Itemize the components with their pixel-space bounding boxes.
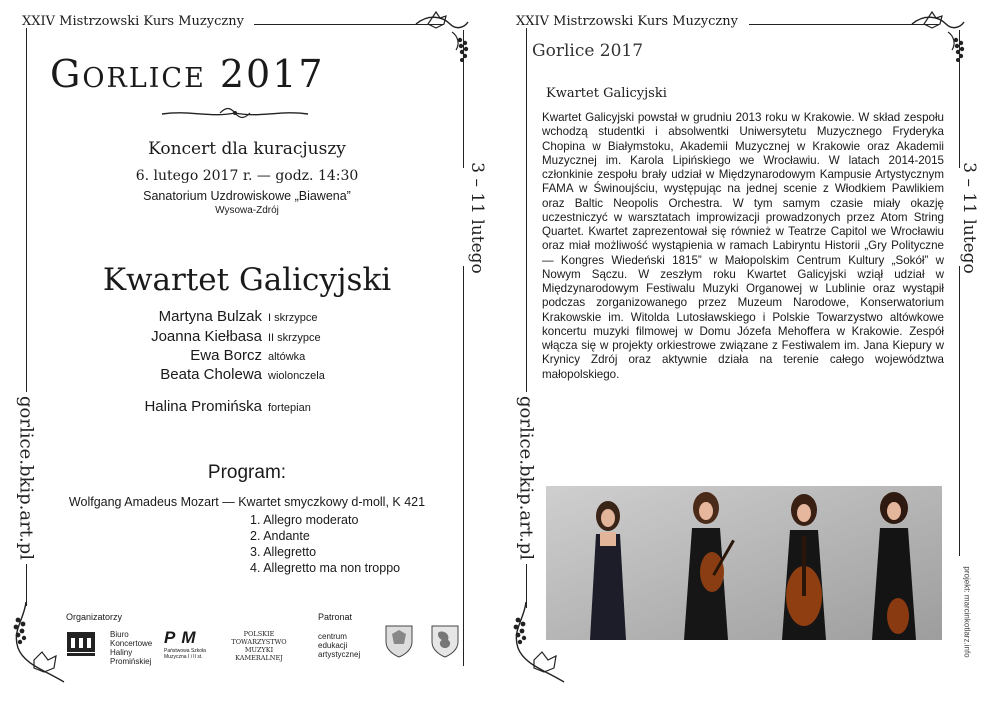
biography-text: Kwartet Galicyjski powstał w grudniu 2013 roku w Krakowie. W skład zespołu wchodzą studentki i absolwentki Uniwersytetu Muzycznego Fryderyka Chopina w Białymstoku, Akademii Muzycznej w Krakowie oraz Akademii Muzycznej im. Karola Lipińskiego we Wrocławiu. W latach 2014-2015 członkinie zespołu brały udział w Międzynarodowym Kampusie Artystycznym FAMA w Świnoujściu, występując na jednej scenie z Włodkiem Pawlikiem oraz Baltic Neopolis Orchestra. W tym samym czasie miały okazję uczestniczyć w warsztatach improwizacji prowadzonych przez Atom String Quartet. Kwartet zaprezentował się również w Teatrze Capitol we Wrocławiu oraz miał możliwość wystąpienia w ramach Labiryntu Historii „Gry Polityczne — Kongres Wiedeński 1815” w Małopolskim Centrum Kultury „Sokół” w Nowym Sączu. W zeszłym roku Kwartet Galicyjski wziął udział w Międzynarodowym Festiwalu Muzyki Organowej w Lublinie oraz wystąpił podczas zorganizowanego przez Muzeum Narodowe, Konserwatorium Krakowskie im. Witolda Lutosławskiego i Polskie Towarzystwo altówkowe koncertu muzyki filmowej w Domu Józefa Mehoffera w Krakowie. Zespół włącza się w projekty orkiestrowe związane z Festiwalem im. Jana Kiepury w Krynicy Zdrój oraz aktywnie działa na terenie całego województwa małopolskiego. [542, 111, 944, 381]
musician-role: I skrzypce [268, 312, 318, 324]
psm-logo-mark: P M [164, 628, 197, 647]
side-dates: 3 – 11 lutego [959, 162, 979, 274]
side-url: gorlice.bkip.art.pl [516, 392, 537, 564]
frame-right-line-lower [959, 266, 960, 556]
movement-item: 2. Andante [250, 529, 310, 543]
side-url: gorlice.bkip.art.pl [16, 392, 37, 564]
bkip-logo-line: Biuro [110, 630, 129, 639]
page-title: Gorlice 2017 [50, 52, 325, 96]
ptmk-logo-line: TOWARZYSTWO [231, 638, 287, 646]
bkip-logo-line: Promińskiej [110, 657, 152, 666]
bkip-logo-line: Koncertowe [110, 639, 153, 648]
organizers-label: Organizatorzy [66, 612, 123, 622]
patronage-label: Patronat [318, 612, 353, 622]
ensemble-biography [542, 111, 944, 382]
musician-row [110, 366, 325, 383]
musician-name: Martyna Bulzak [158, 308, 262, 325]
program-heading: Program: [207, 462, 287, 483]
cea-logo-line: artystycznej [318, 650, 361, 659]
concert-venue: Sanatorium Uzdrowiskowe „Biawena” [143, 189, 351, 203]
grape-vine-ornament-top-right [908, 10, 968, 80]
city-coat-of-arms-icon [430, 624, 460, 658]
ptmk-logo-line: MUZYKI [244, 646, 274, 654]
psm-logo-caption: Państwowa Szkoła Muzyczna I i II st. [164, 648, 206, 660]
frame-right-line-lower [463, 266, 464, 666]
grape-vine-ornament-top-right [412, 10, 472, 80]
bkip-logo [110, 630, 152, 666]
course-header: XXIV Mistrzowski Kurs Muzyczny [516, 14, 738, 29]
musician-name: Ewa Borcz [190, 347, 262, 364]
movement-item: 3. Allegretto [250, 545, 317, 559]
musician-role: fortepian [268, 402, 311, 414]
musician-row [110, 308, 318, 325]
musician-name: Joanna Kiełbasa [151, 328, 262, 345]
musician-row [110, 347, 305, 364]
ptmk-logo [226, 630, 292, 662]
design-credit: projekt: marcinkotlarz.info [962, 566, 972, 658]
county-coat-of-arms-icon [384, 624, 414, 658]
psm-logo [164, 628, 222, 660]
ptmk-logo-line: KAMERALNEJ [235, 654, 283, 662]
museum-logo-icon [66, 628, 96, 658]
title-divider-ornament [160, 106, 310, 120]
cea-logo-line: edukacji [318, 641, 348, 650]
ensemble-name: Kwartet Galicyjski [102, 262, 392, 298]
musician-name: Halina Promińska [144, 398, 262, 415]
bkip-logo-line: Haliny [110, 648, 133, 657]
musician-role: II skrzypce [268, 332, 321, 344]
musician-row [110, 328, 321, 345]
musician-row [110, 398, 311, 415]
concert-title: Koncert dla kuracjuszy [148, 139, 346, 159]
concert-date: 6. lutego 2017 r. — godz. 14:30 [135, 168, 359, 184]
movement-item: 4. Allegretto ma non troppo [250, 561, 401, 575]
musician-name: Beata Cholewa [160, 366, 262, 383]
musician-role: altówka [268, 351, 306, 363]
cea-logo [318, 632, 360, 659]
side-dates: 3 – 11 lutego [467, 162, 487, 274]
ptmk-logo-line: POLSKIE [243, 630, 275, 638]
movement-item: 1. Allegro moderato [250, 513, 359, 527]
musician-role: wiolonczela [268, 370, 325, 382]
grape-vine-ornament-bottom-left [4, 600, 74, 696]
program-work: Wolfgang Amadeus Mozart — Kwartet smyczkowy d-moll, K 421 [68, 495, 426, 509]
page-subtitle: Gorlice 2017 [532, 41, 644, 61]
course-header: XXIV Mistrzowski Kurs Muzyczny [22, 14, 244, 29]
cea-logo-line: centrum [318, 632, 347, 641]
section-title: Kwartet Galicyjski [546, 86, 667, 101]
concert-city: Wysowa-Zdrój [215, 205, 279, 216]
quartet-photo [546, 486, 942, 640]
